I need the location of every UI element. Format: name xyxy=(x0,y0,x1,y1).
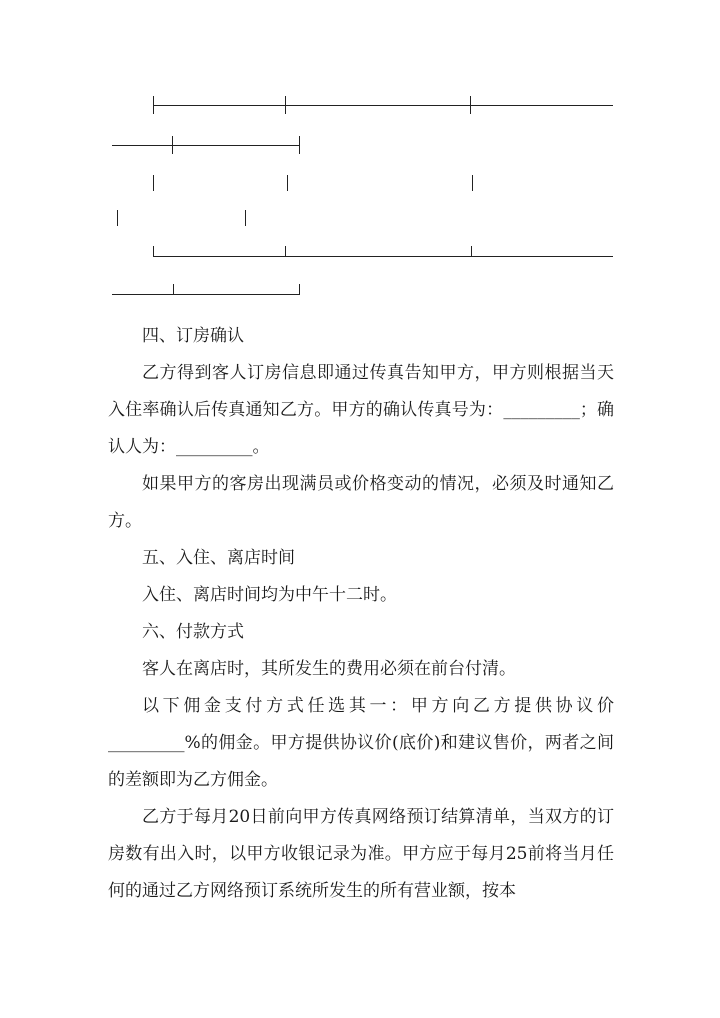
table-cell-divider-2 xyxy=(287,175,288,191)
contract-text xyxy=(108,318,614,910)
table-cross-3 xyxy=(172,136,173,154)
text-run: 。 xyxy=(252,437,270,457)
text-run: 以下佣金支付方式任选其一：甲方向乙方提供协议价 xyxy=(142,696,614,716)
table-border-right-top xyxy=(299,136,300,154)
text-run: %的佣金。甲方提供协议价(底价)和建议售价，两者之间的差额即为乙方佣金。 xyxy=(108,733,614,790)
paragraph-front-desk-payment: 客人在离店时，其所发生的费用必须在前台付清。 xyxy=(142,659,516,679)
paragraph-settlement: 乙方于每月20日前向甲方传真网络预订结算清单，当双方的订房数有出入时，以甲方收银记录为准。甲方应于每月25前将当月任何的通过乙方网络预订系统所发生的所有营业额，按本 xyxy=(108,807,614,901)
table-border-top-row2 xyxy=(112,145,300,146)
table-border-bottom-row2 xyxy=(112,294,300,295)
section-heading-payment: 六、付款方式 xyxy=(142,622,244,642)
confirmer-blank: _________ xyxy=(176,437,253,457)
paragraph-full-occupancy: 如果甲方的客房出现满员或价格变动的情况，必须及时通知乙方。 xyxy=(108,474,614,531)
table-cross-4 xyxy=(285,246,286,256)
table-cross-5 xyxy=(471,246,472,256)
commission-percent-blank: _________ xyxy=(108,733,185,753)
table-cell-divider-3 xyxy=(472,175,473,191)
section-heading-booking-confirmation: 四、订房确认 xyxy=(142,326,244,346)
table-border-top-row1 xyxy=(153,105,613,106)
text-run: ；确认人为： xyxy=(108,400,614,457)
paragraph-checkin-time: 入住、离店时间均为中午十二时。 xyxy=(142,585,397,605)
text-run: 乙方得到客人订房信息即通过传真告知甲方，甲方则根据当天入住率确认后传真通知乙方。甲方的确认传真号为： xyxy=(108,363,614,420)
paragraph-booking-confirmation xyxy=(108,355,614,466)
table-border-bottom-row1 xyxy=(153,256,613,257)
table-cross-6 xyxy=(173,284,174,294)
table-cell-divider-5 xyxy=(245,210,246,226)
table-border-right-bottom xyxy=(299,284,300,294)
table-cell-divider-4 xyxy=(117,210,118,226)
paragraph-commission xyxy=(108,688,614,799)
table-cross-2 xyxy=(470,96,471,114)
table-border-left-bottom xyxy=(153,246,154,256)
section-heading-checkin-checkout: 五、入住、离店时间 xyxy=(142,548,295,568)
fax-number-blank: _________ xyxy=(503,400,580,420)
table-cell-divider-1 xyxy=(153,175,154,191)
table-cross-1 xyxy=(285,96,286,114)
